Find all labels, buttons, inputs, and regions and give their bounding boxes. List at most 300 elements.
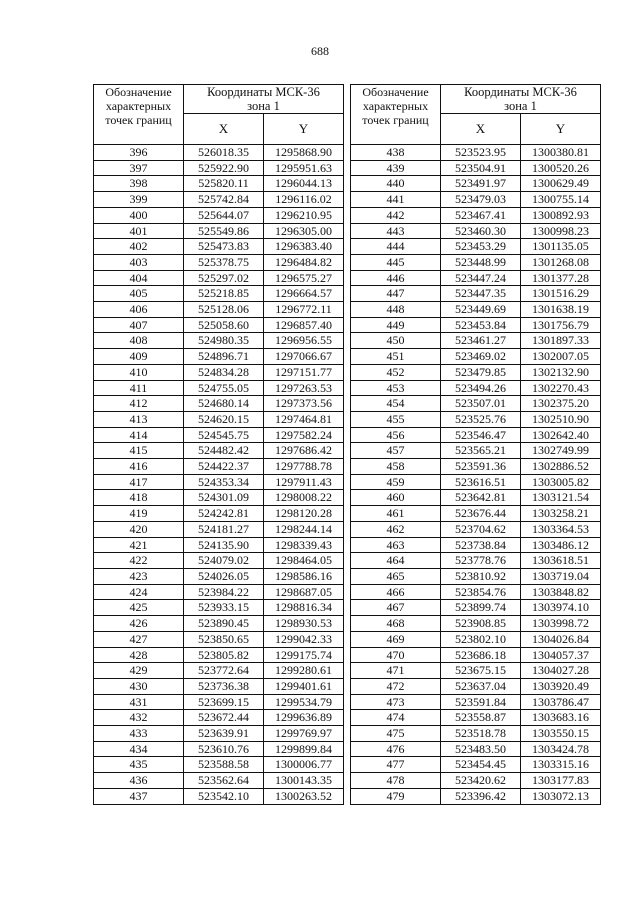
x-coordinate-cell: 524680.14: [184, 396, 264, 412]
header-point-designation: Обозначение характерных точек границ: [351, 85, 441, 145]
table-row: [351, 584, 601, 600]
table-row: [94, 474, 344, 490]
point-id-cell: 402: [94, 239, 184, 255]
point-id-cell: 422: [94, 553, 184, 569]
x-coordinate-cell: 523525.76: [441, 411, 521, 427]
y-coordinate-cell: 1299636.89: [264, 710, 344, 726]
point-id-cell: 439: [351, 160, 441, 176]
table-row: [94, 521, 344, 537]
x-coordinate-cell: 523642.81: [441, 490, 521, 506]
table-row: [94, 584, 344, 600]
point-id-cell: 479: [351, 788, 441, 804]
x-coordinate-cell: 523610.76: [184, 741, 264, 757]
x-coordinate-cell: 523899.74: [441, 600, 521, 616]
point-id-cell: 445: [351, 254, 441, 270]
point-id-cell: 436: [94, 773, 184, 789]
header-coordinate-system-line1: Координаты МСК-36: [207, 85, 320, 99]
x-coordinate-cell: 523699.15: [184, 694, 264, 710]
table-row: [94, 223, 344, 239]
x-coordinate-cell: 525297.02: [184, 270, 264, 286]
y-coordinate-cell: 1298687.05: [264, 584, 344, 600]
y-coordinate-cell: 1302886.52: [521, 459, 601, 475]
point-id-cell: 412: [94, 396, 184, 412]
y-coordinate-cell: 1301268.08: [521, 254, 601, 270]
point-id-cell: 432: [94, 710, 184, 726]
table-row: [351, 443, 601, 459]
coordinates-tables: [93, 84, 601, 805]
point-id-cell: 441: [351, 192, 441, 208]
x-coordinate-cell: 523591.36: [441, 459, 521, 475]
y-coordinate-cell: 1301135.05: [521, 239, 601, 255]
table-row: [94, 176, 344, 192]
x-coordinate-cell: 523449.69: [441, 302, 521, 318]
table-row: [351, 568, 601, 584]
point-id-cell: 450: [351, 333, 441, 349]
point-id-cell: 434: [94, 741, 184, 757]
point-id-cell: 470: [351, 647, 441, 663]
table-row: [351, 553, 601, 569]
table-row: [351, 411, 601, 427]
table-row: [351, 537, 601, 553]
table-row: [351, 726, 601, 742]
x-coordinate-cell: 523805.82: [184, 647, 264, 663]
x-coordinate-cell: 523736.38: [184, 678, 264, 694]
point-id-cell: 410: [94, 364, 184, 380]
point-id-cell: 397: [94, 160, 184, 176]
table-row: [351, 145, 601, 161]
table-row: [94, 207, 344, 223]
y-coordinate-cell: 1300755.14: [521, 192, 601, 208]
point-id-cell: 425: [94, 600, 184, 616]
table-row: [351, 223, 601, 239]
x-coordinate-cell: 523850.65: [184, 631, 264, 647]
point-id-cell: 442: [351, 207, 441, 223]
table-row: [94, 663, 344, 679]
point-id-cell: 413: [94, 411, 184, 427]
x-coordinate-cell: 523479.03: [441, 192, 521, 208]
x-coordinate-cell: 525549.86: [184, 223, 264, 239]
y-coordinate-cell: 1303786.47: [521, 694, 601, 710]
y-coordinate-cell: 1303920.49: [521, 678, 601, 694]
y-coordinate-cell: 1302642.40: [521, 427, 601, 443]
table-row: [94, 616, 344, 632]
point-id-cell: 431: [94, 694, 184, 710]
x-coordinate-cell: 525742.84: [184, 192, 264, 208]
x-coordinate-cell: 523460.30: [441, 223, 521, 239]
point-id-cell: 449: [351, 317, 441, 333]
y-coordinate-cell: 1301897.33: [521, 333, 601, 349]
point-id-cell: 421: [94, 537, 184, 553]
point-id-cell: 408: [94, 333, 184, 349]
table-row: [94, 757, 344, 773]
point-id-cell: 419: [94, 506, 184, 522]
point-id-cell: 462: [351, 521, 441, 537]
point-id-cell: 438: [351, 145, 441, 161]
y-coordinate-cell: 1296575.27: [264, 270, 344, 286]
header-x: X: [184, 114, 264, 145]
x-coordinate-cell: 523802.10: [441, 631, 521, 647]
x-coordinate-cell: 524422.37: [184, 459, 264, 475]
point-id-cell: 471: [351, 663, 441, 679]
table-row: [351, 678, 601, 694]
y-coordinate-cell: 1298339.43: [264, 537, 344, 553]
y-coordinate-cell: 1300006.77: [264, 757, 344, 773]
table-row: [94, 145, 344, 161]
point-id-cell: 447: [351, 286, 441, 302]
x-coordinate-cell: 523890.45: [184, 616, 264, 632]
point-id-cell: 475: [351, 726, 441, 742]
x-coordinate-cell: 523854.76: [441, 584, 521, 600]
point-id-cell: 411: [94, 380, 184, 396]
table-body: [94, 145, 344, 805]
table-row: [351, 349, 601, 365]
table-row: [94, 364, 344, 380]
point-id-cell: 476: [351, 741, 441, 757]
table-row: [351, 207, 601, 223]
y-coordinate-cell: 1302510.90: [521, 411, 601, 427]
x-coordinate-cell: 523542.10: [184, 788, 264, 804]
point-id-cell: 427: [94, 631, 184, 647]
y-coordinate-cell: 1297788.78: [264, 459, 344, 475]
x-coordinate-cell: 524301.09: [184, 490, 264, 506]
table-row: [351, 663, 601, 679]
point-id-cell: 433: [94, 726, 184, 742]
point-id-cell: 477: [351, 757, 441, 773]
y-coordinate-cell: 1303424.78: [521, 741, 601, 757]
y-coordinate-cell: 1303550.15: [521, 726, 601, 742]
table-row: [94, 710, 344, 726]
y-coordinate-cell: 1295868.90: [264, 145, 344, 161]
table-row: [351, 254, 601, 270]
table-row: [351, 474, 601, 490]
point-id-cell: 466: [351, 584, 441, 600]
table-row: [351, 270, 601, 286]
point-id-cell: 426: [94, 616, 184, 632]
table-row: [351, 631, 601, 647]
y-coordinate-cell: 1297582.24: [264, 427, 344, 443]
y-coordinate-cell: 1303486.12: [521, 537, 601, 553]
table-row: [94, 254, 344, 270]
x-coordinate-cell: 525218.85: [184, 286, 264, 302]
y-coordinate-cell: 1303364.53: [521, 521, 601, 537]
x-coordinate-cell: 525378.75: [184, 254, 264, 270]
point-id-cell: 415: [94, 443, 184, 459]
point-id-cell: 459: [351, 474, 441, 490]
x-coordinate-cell: 524834.28: [184, 364, 264, 380]
point-id-cell: 461: [351, 506, 441, 522]
y-coordinate-cell: 1302375.20: [521, 396, 601, 412]
x-coordinate-cell: 523588.58: [184, 757, 264, 773]
y-coordinate-cell: 1303072.13: [521, 788, 601, 804]
y-coordinate-cell: 1297911.43: [264, 474, 344, 490]
point-id-cell: 444: [351, 239, 441, 255]
y-coordinate-cell: 1304026.84: [521, 631, 601, 647]
table-row: [351, 647, 601, 663]
y-coordinate-cell: 1296044.13: [264, 176, 344, 192]
y-coordinate-cell: 1297263.53: [264, 380, 344, 396]
table-row: [94, 647, 344, 663]
x-coordinate-cell: 524026.05: [184, 568, 264, 584]
y-coordinate-cell: 1298244.14: [264, 521, 344, 537]
table-row: [351, 380, 601, 396]
y-coordinate-cell: 1297686.42: [264, 443, 344, 459]
y-coordinate-cell: 1295951.63: [264, 160, 344, 176]
y-coordinate-cell: 1299401.61: [264, 678, 344, 694]
x-coordinate-cell: 525058.60: [184, 317, 264, 333]
table-row: [94, 568, 344, 584]
y-coordinate-cell: 1296772.11: [264, 302, 344, 318]
point-id-cell: 472: [351, 678, 441, 694]
x-coordinate-cell: 523507.01: [441, 396, 521, 412]
x-coordinate-cell: 525820.11: [184, 176, 264, 192]
table-row: [94, 286, 344, 302]
x-coordinate-cell: 523591.84: [441, 694, 521, 710]
x-coordinate-cell: 523778.76: [441, 553, 521, 569]
table-row: [351, 333, 601, 349]
table-row: [351, 773, 601, 789]
point-id-cell: 430: [94, 678, 184, 694]
x-coordinate-cell: 524079.02: [184, 553, 264, 569]
x-coordinate-cell: 524353.34: [184, 474, 264, 490]
x-coordinate-cell: 523933.15: [184, 600, 264, 616]
x-coordinate-cell: 524242.81: [184, 506, 264, 522]
y-coordinate-cell: 1303005.82: [521, 474, 601, 490]
point-id-cell: 457: [351, 443, 441, 459]
x-coordinate-cell: 523672.44: [184, 710, 264, 726]
table-row: [94, 427, 344, 443]
point-id-cell: 456: [351, 427, 441, 443]
x-coordinate-cell: 523810.92: [441, 568, 521, 584]
header-point-designation: Обозначение характерных точек границ: [94, 85, 184, 145]
x-coordinate-cell: 523448.99: [441, 254, 521, 270]
table-row: [94, 600, 344, 616]
table-row: [351, 396, 601, 412]
y-coordinate-cell: 1302749.99: [521, 443, 601, 459]
table-row: [351, 506, 601, 522]
point-id-cell: 443: [351, 223, 441, 239]
x-coordinate-cell: 523396.42: [441, 788, 521, 804]
point-id-cell: 420: [94, 521, 184, 537]
y-coordinate-cell: 1298464.05: [264, 553, 344, 569]
table-row: [94, 631, 344, 647]
y-coordinate-cell: 1298816.34: [264, 600, 344, 616]
y-coordinate-cell: 1296484.82: [264, 254, 344, 270]
x-coordinate-cell: 523447.35: [441, 286, 521, 302]
table-row: [94, 239, 344, 255]
point-id-cell: 401: [94, 223, 184, 239]
y-coordinate-cell: 1303258.21: [521, 506, 601, 522]
point-id-cell: 446: [351, 270, 441, 286]
y-coordinate-cell: 1300629.49: [521, 176, 601, 192]
table-row: [351, 459, 601, 475]
table-row: [94, 788, 344, 804]
point-id-cell: 451: [351, 349, 441, 365]
table-row: [94, 302, 344, 318]
table-row: [351, 788, 601, 804]
table-row: [94, 537, 344, 553]
y-coordinate-cell: 1299042.33: [264, 631, 344, 647]
x-coordinate-cell: 524755.05: [184, 380, 264, 396]
header-coordinate-system-line2: зона 1: [247, 99, 280, 113]
point-id-cell: 435: [94, 757, 184, 773]
table-row: [94, 317, 344, 333]
point-id-cell: 398: [94, 176, 184, 192]
y-coordinate-cell: 1303177.83: [521, 773, 601, 789]
point-id-cell: 448: [351, 302, 441, 318]
table-row: [94, 160, 344, 176]
y-coordinate-cell: 1298930.53: [264, 616, 344, 632]
point-id-cell: 478: [351, 773, 441, 789]
x-coordinate-cell: 523483.50: [441, 741, 521, 757]
x-coordinate-cell: 523494.26: [441, 380, 521, 396]
table-row: [351, 239, 601, 255]
point-id-cell: 452: [351, 364, 441, 380]
x-coordinate-cell: 523453.29: [441, 239, 521, 255]
table-row: [94, 270, 344, 286]
table-row: [94, 741, 344, 757]
x-coordinate-cell: 525473.83: [184, 239, 264, 255]
table-row: [94, 490, 344, 506]
point-id-cell: 404: [94, 270, 184, 286]
point-id-cell: 409: [94, 349, 184, 365]
point-id-cell: 396: [94, 145, 184, 161]
y-coordinate-cell: 1300998.23: [521, 223, 601, 239]
y-coordinate-cell: 1303618.51: [521, 553, 601, 569]
point-id-cell: 460: [351, 490, 441, 506]
x-coordinate-cell: 523637.04: [441, 678, 521, 694]
table-row: [94, 678, 344, 694]
table-row: [351, 286, 601, 302]
x-coordinate-cell: 524181.27: [184, 521, 264, 537]
y-coordinate-cell: 1303121.54: [521, 490, 601, 506]
table-row: [351, 490, 601, 506]
table-row: [351, 317, 601, 333]
point-id-cell: 416: [94, 459, 184, 475]
table-row: [351, 364, 601, 380]
header-coordinate-system: [184, 85, 344, 114]
point-id-cell: 407: [94, 317, 184, 333]
point-id-cell: 458: [351, 459, 441, 475]
table-row: [94, 459, 344, 475]
point-id-cell: 467: [351, 600, 441, 616]
table-row: [351, 160, 601, 176]
x-coordinate-cell: 523562.64: [184, 773, 264, 789]
y-coordinate-cell: 1303974.10: [521, 600, 601, 616]
x-coordinate-cell: 523616.51: [441, 474, 521, 490]
y-coordinate-cell: 1300263.52: [264, 788, 344, 804]
table-row: [94, 192, 344, 208]
y-coordinate-cell: 1296956.55: [264, 333, 344, 349]
x-coordinate-cell: 523676.44: [441, 506, 521, 522]
y-coordinate-cell: 1298120.28: [264, 506, 344, 522]
point-id-cell: 400: [94, 207, 184, 223]
y-coordinate-cell: 1297464.81: [264, 411, 344, 427]
x-coordinate-cell: 523523.95: [441, 145, 521, 161]
x-coordinate-cell: 523447.24: [441, 270, 521, 286]
x-coordinate-cell: 524545.75: [184, 427, 264, 443]
y-coordinate-cell: 1300380.81: [521, 145, 601, 161]
point-id-cell: 474: [351, 710, 441, 726]
table-row: [351, 600, 601, 616]
x-coordinate-cell: 523565.21: [441, 443, 521, 459]
y-coordinate-cell: 1300892.93: [521, 207, 601, 223]
y-coordinate-cell: 1300520.26: [521, 160, 601, 176]
x-coordinate-cell: 523558.87: [441, 710, 521, 726]
x-coordinate-cell: 523453.84: [441, 317, 521, 333]
y-coordinate-cell: 1296664.57: [264, 286, 344, 302]
point-id-cell: 468: [351, 616, 441, 632]
table-row: [351, 741, 601, 757]
table-row: [351, 427, 601, 443]
table-row: [351, 521, 601, 537]
table-row: [351, 694, 601, 710]
y-coordinate-cell: 1296305.00: [264, 223, 344, 239]
x-coordinate-cell: 526018.35: [184, 145, 264, 161]
point-id-cell: 463: [351, 537, 441, 553]
y-coordinate-cell: 1302270.43: [521, 380, 601, 396]
x-coordinate-cell: 523704.62: [441, 521, 521, 537]
point-id-cell: 406: [94, 302, 184, 318]
table-row: [351, 176, 601, 192]
y-coordinate-cell: 1301377.28: [521, 270, 601, 286]
x-coordinate-cell: 524620.15: [184, 411, 264, 427]
x-coordinate-cell: 523504.91: [441, 160, 521, 176]
point-id-cell: 440: [351, 176, 441, 192]
y-coordinate-cell: 1298008.22: [264, 490, 344, 506]
page-number: 688: [311, 44, 329, 58]
table-row: [94, 333, 344, 349]
point-id-cell: 418: [94, 490, 184, 506]
y-coordinate-cell: 1298586.16: [264, 568, 344, 584]
x-coordinate-cell: 525922.90: [184, 160, 264, 176]
table-row: [94, 380, 344, 396]
table-row: [94, 553, 344, 569]
table-row: [94, 694, 344, 710]
y-coordinate-cell: 1296857.40: [264, 317, 344, 333]
x-coordinate-cell: 523491.97: [441, 176, 521, 192]
point-id-cell: 429: [94, 663, 184, 679]
header-coordinate-system-line1: Координаты МСК-36: [464, 85, 577, 99]
x-coordinate-cell: 524482.42: [184, 443, 264, 459]
point-id-cell: 405: [94, 286, 184, 302]
point-id-cell: 437: [94, 788, 184, 804]
x-coordinate-cell: 524896.71: [184, 349, 264, 365]
x-coordinate-cell: 523518.78: [441, 726, 521, 742]
y-coordinate-cell: 1296383.40: [264, 239, 344, 255]
point-id-cell: 454: [351, 396, 441, 412]
y-coordinate-cell: 1297151.77: [264, 364, 344, 380]
table-row: [94, 349, 344, 365]
table-row: [351, 710, 601, 726]
x-coordinate-cell: 524980.35: [184, 333, 264, 349]
point-id-cell: 453: [351, 380, 441, 396]
y-coordinate-cell: 1297066.67: [264, 349, 344, 365]
x-coordinate-cell: 523546.47: [441, 427, 521, 443]
point-id-cell: 455: [351, 411, 441, 427]
point-id-cell: 399: [94, 192, 184, 208]
table-row: [351, 616, 601, 632]
y-coordinate-cell: 1296116.02: [264, 192, 344, 208]
y-coordinate-cell: 1304027.28: [521, 663, 601, 679]
y-coordinate-cell: 1303998.72: [521, 616, 601, 632]
y-coordinate-cell: 1303848.82: [521, 584, 601, 600]
y-coordinate-cell: 1297373.56: [264, 396, 344, 412]
table-row: [351, 302, 601, 318]
x-coordinate-cell: 525644.07: [184, 207, 264, 223]
point-id-cell: 469: [351, 631, 441, 647]
header-coordinate-system: [441, 85, 601, 114]
y-coordinate-cell: 1301638.19: [521, 302, 601, 318]
